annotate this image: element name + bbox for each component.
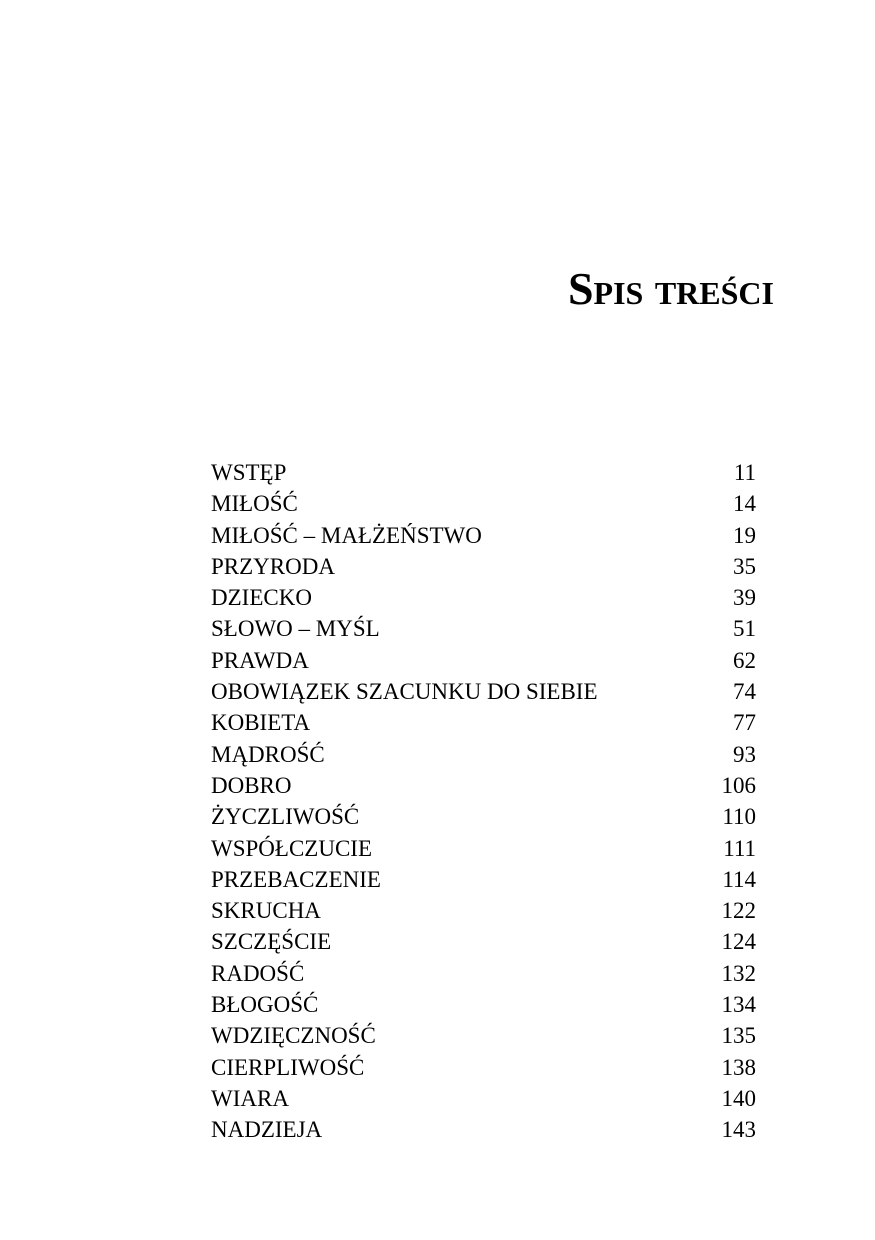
toc-entry-label: RADOŚĆ xyxy=(211,960,305,986)
toc-entry-page: 11 xyxy=(733,460,756,485)
toc-entry[interactable] xyxy=(211,833,756,864)
toc-entry-page: 122 xyxy=(721,898,756,924)
toc-entry[interactable] xyxy=(211,1083,756,1114)
toc-entry-label: SŁOWO – MYŚL xyxy=(211,616,380,642)
toc-entry-label: DZIECKO xyxy=(211,585,312,611)
toc-entry-label: WDZIĘCZNOŚĆ xyxy=(211,1023,376,1049)
toc-entry-label: NADZIEJA xyxy=(211,1117,323,1143)
toc-entry-page: 135 xyxy=(721,1023,756,1049)
toc-entry[interactable] xyxy=(211,551,756,582)
page-title: Spis treści xyxy=(567,262,774,314)
toc-entry-page: 77 xyxy=(733,710,756,736)
toc-entry-label: PRZYRODA xyxy=(211,553,335,579)
toc-entry-page: 132 xyxy=(721,960,756,986)
toc-entry-page: 110 xyxy=(722,804,756,830)
toc-entry-label: WSTĘP xyxy=(211,460,287,485)
toc-entry[interactable] xyxy=(211,958,756,989)
toc-entry-label: MIŁOŚĆ – MAŁŻEŃSTWO xyxy=(211,522,482,548)
toc-entry[interactable] xyxy=(211,457,756,488)
toc-entry-label: WIARA xyxy=(211,1085,289,1111)
toc-entry[interactable] xyxy=(211,1114,756,1145)
toc-entry[interactable] xyxy=(211,989,756,1020)
toc-entry-page: 140 xyxy=(721,1085,756,1111)
toc-entry-page: 124 xyxy=(721,929,756,955)
toc-entry-label: SKRUCHA xyxy=(211,898,321,924)
toc-entry-label: ŻYCZLIWOŚĆ xyxy=(211,804,360,830)
toc-entry[interactable] xyxy=(211,770,756,801)
toc-entry-label: PRAWDA xyxy=(211,647,309,673)
toc-entry[interactable] xyxy=(211,1020,756,1051)
toc-entry[interactable] xyxy=(211,613,756,644)
toc-entry-label: SZCZĘŚCIE xyxy=(211,929,332,955)
toc-entry[interactable] xyxy=(211,582,756,613)
toc-entry-page: 74 xyxy=(733,679,756,705)
toc-entry-label: CIERPLIWOŚĆ xyxy=(211,1054,365,1080)
toc-entry-page: 19 xyxy=(733,522,756,548)
toc-entry-label: WSPÓŁCZUCIE xyxy=(211,835,372,861)
toc-entry[interactable] xyxy=(211,895,756,926)
toc-entry-label: MIŁOŚĆ xyxy=(211,491,298,517)
toc-entry-page: 106 xyxy=(721,772,756,798)
toc-entry-page: 51 xyxy=(733,616,756,642)
table-of-contents xyxy=(211,457,756,1146)
toc-entry-page: 138 xyxy=(721,1054,756,1080)
toc-entry-label: PRZEBACZENIE xyxy=(211,866,381,892)
toc-entry-label: BŁOGOŚĆ xyxy=(211,992,319,1018)
toc-entry-label: OBOWIĄZEK SZACUNKU DO SIEBIE xyxy=(211,679,598,705)
toc-entry-label: KOBIETA xyxy=(211,710,311,736)
toc-entry-label: DOBRO xyxy=(211,772,292,798)
toc-entry-page: 39 xyxy=(733,585,756,611)
toc-entry[interactable] xyxy=(211,926,756,957)
toc-entry-page: 134 xyxy=(721,992,756,1018)
toc-entry[interactable] xyxy=(211,707,756,738)
toc-entry[interactable] xyxy=(211,488,756,519)
toc-entry[interactable] xyxy=(211,520,756,551)
toc-entry[interactable] xyxy=(211,739,756,770)
toc-entry[interactable] xyxy=(211,676,756,707)
toc-entry-page: 111 xyxy=(723,835,756,861)
toc-entry-page: 114 xyxy=(722,866,756,892)
toc-entry[interactable] xyxy=(211,864,756,895)
toc-entry-label: MĄDROŚĆ xyxy=(211,741,325,767)
toc-entry[interactable] xyxy=(211,645,756,676)
toc-entry-page: 93 xyxy=(733,741,756,767)
toc-entry[interactable] xyxy=(211,801,756,832)
toc-entry-page: 14 xyxy=(733,491,756,517)
toc-entry-page: 143 xyxy=(721,1117,756,1143)
toc-entry-page: 62 xyxy=(733,647,756,673)
toc-entry[interactable] xyxy=(211,1052,756,1083)
toc-entry-page: 35 xyxy=(733,553,756,579)
